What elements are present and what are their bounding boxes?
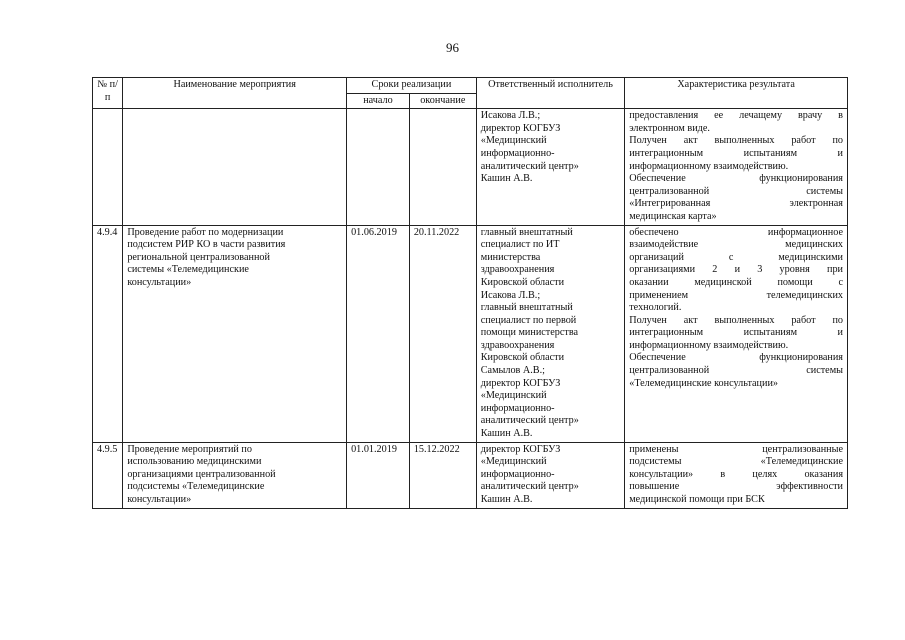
text-line: помощи министерства — [480, 327, 579, 339]
text-line: Обеспечение функционирования — [629, 173, 843, 185]
row-end: 15.12.2022 — [409, 442, 476, 508]
row-start — [347, 109, 410, 225]
row-start: 01.06.2019 — [347, 225, 410, 442]
row-num: 4.9.5 — [93, 442, 123, 508]
text-line: главный внештатный — [480, 226, 573, 238]
text-line: консультации» — [127, 494, 192, 505]
text-line: использованию медицинскими — [127, 456, 262, 468]
text-line: аналитический центр» — [480, 160, 579, 172]
text-line: применены централизованные — [629, 443, 843, 455]
row-name — [123, 225, 347, 442]
text-line: обеспечено информационное — [629, 226, 843, 238]
text-line: информационно- — [480, 468, 555, 480]
text-line: Кашин А.В. — [480, 494, 533, 505]
text-line: оказании медицинской помощи с — [629, 276, 843, 288]
text-line: специалист по первой — [480, 314, 577, 326]
table-row — [93, 109, 848, 225]
text-line: здравоохранения — [480, 339, 555, 351]
page-number: 96 — [446, 40, 459, 55]
text-line: Кировской области — [480, 352, 565, 364]
row-start: 01.01.2019 — [347, 442, 410, 508]
row-result — [625, 442, 848, 508]
header-end: окончание — [409, 93, 476, 109]
text-line: здравоохранения — [480, 264, 555, 276]
text-line: «Медицинский — [480, 390, 547, 402]
text-line: информационно- — [480, 402, 555, 414]
text-line: министерства — [480, 251, 541, 263]
text-line: аналитический центр» — [480, 415, 579, 427]
text-line: «Медицинский — [480, 456, 547, 468]
text-line: Проведение работ по модернизации — [127, 226, 284, 238]
text-line: предоставления ее лечащему врачу в — [629, 110, 843, 122]
row-num — [93, 109, 123, 225]
text-line: Получен акт выполненных работ по — [629, 135, 843, 147]
text-line: Исакова Л.В.; — [480, 289, 541, 301]
text-line: медицинской помощи при БСК — [629, 494, 765, 505]
text-line: «Телемедицинские консультации» — [629, 377, 779, 389]
row-result — [625, 225, 848, 442]
text-line: «Интегрированная электронная — [629, 198, 843, 210]
text-line: информационному взаимодействию. — [629, 160, 789, 172]
row-name — [123, 442, 347, 508]
text-line: взаимодействие медицинских — [629, 239, 843, 251]
text-line: централизованной системы — [629, 365, 843, 377]
text-line: подсистем РИР КО в части развития — [127, 239, 286, 251]
text-line: электронном виде. — [629, 122, 710, 134]
table-body — [93, 109, 848, 508]
text-line: аналитический центр» — [480, 481, 579, 493]
text-line: директор КОГБУЗ — [480, 443, 561, 455]
row-result — [625, 109, 848, 225]
row-name — [123, 109, 347, 225]
header-result: Характеристика результата — [625, 78, 848, 109]
text-line: организациями централизованной — [127, 468, 276, 480]
text-line: консультации» — [127, 276, 192, 288]
header-num: № п/п — [93, 78, 123, 109]
text-line: главный внештатный — [480, 302, 573, 314]
text-line: применением телемедицинских — [629, 289, 843, 301]
table-row — [93, 442, 848, 508]
text-line: Самылов А.В.; — [480, 365, 545, 377]
events-table — [92, 77, 848, 509]
text-line: Кировской области — [480, 276, 565, 288]
text-line: Обеспечение функционирования — [629, 352, 843, 364]
header-name: Наименование мероприятия — [123, 78, 347, 109]
table-row — [93, 225, 848, 442]
row-end — [409, 109, 476, 225]
header-terms: Сроки реализации — [347, 78, 477, 94]
text-line: интеграционным испытаниям и — [629, 327, 843, 339]
text-line: директор КОГБУЗ — [480, 122, 561, 134]
text-line: региональной централизованной — [127, 251, 270, 263]
text-line: подсистемы «Телемедицинские — [127, 481, 265, 493]
row-executor — [476, 442, 624, 508]
header-executor: Ответственный исполнитель — [476, 78, 624, 109]
text-line: информационно- — [480, 147, 555, 159]
row-num: 4.9.4 — [93, 225, 123, 442]
text-line: «Медицинский — [480, 135, 547, 147]
text-line: специалист по ИТ — [480, 239, 560, 251]
text-line: Получен акт выполненных работ по — [629, 314, 843, 326]
row-executor — [476, 109, 624, 225]
header-start: начало — [347, 93, 410, 109]
table-header — [93, 78, 848, 109]
text-line: организациями 2 и 3 уровня при — [629, 264, 843, 276]
text-line: Кашин А.В. — [480, 428, 533, 440]
text-line: директор КОГБУЗ — [480, 377, 561, 389]
row-executor — [476, 225, 624, 442]
text-line: интеграционным испытаниям и — [629, 147, 843, 159]
text-line: повышение эффективности — [629, 481, 843, 493]
text-line: организаций с медицинскими — [629, 251, 843, 263]
text-line: Исакова Л.В.; — [480, 110, 541, 122]
text-line: технологий. — [629, 302, 682, 314]
text-line: медицинская карта» — [629, 210, 717, 222]
text-line: информационному взаимодействию. — [629, 339, 789, 351]
text-line: подсистемы «Телемедицинские — [629, 456, 843, 468]
text-line: Кашин А.В. — [480, 173, 533, 185]
row-end: 20.11.2022 — [409, 225, 476, 442]
text-line: системы «Телемедицинские — [127, 264, 249, 276]
text-line: централизованной системы — [629, 185, 843, 197]
text-line: консультации» в целях оказания — [629, 468, 843, 480]
text-line: Проведение мероприятий по — [127, 443, 252, 455]
